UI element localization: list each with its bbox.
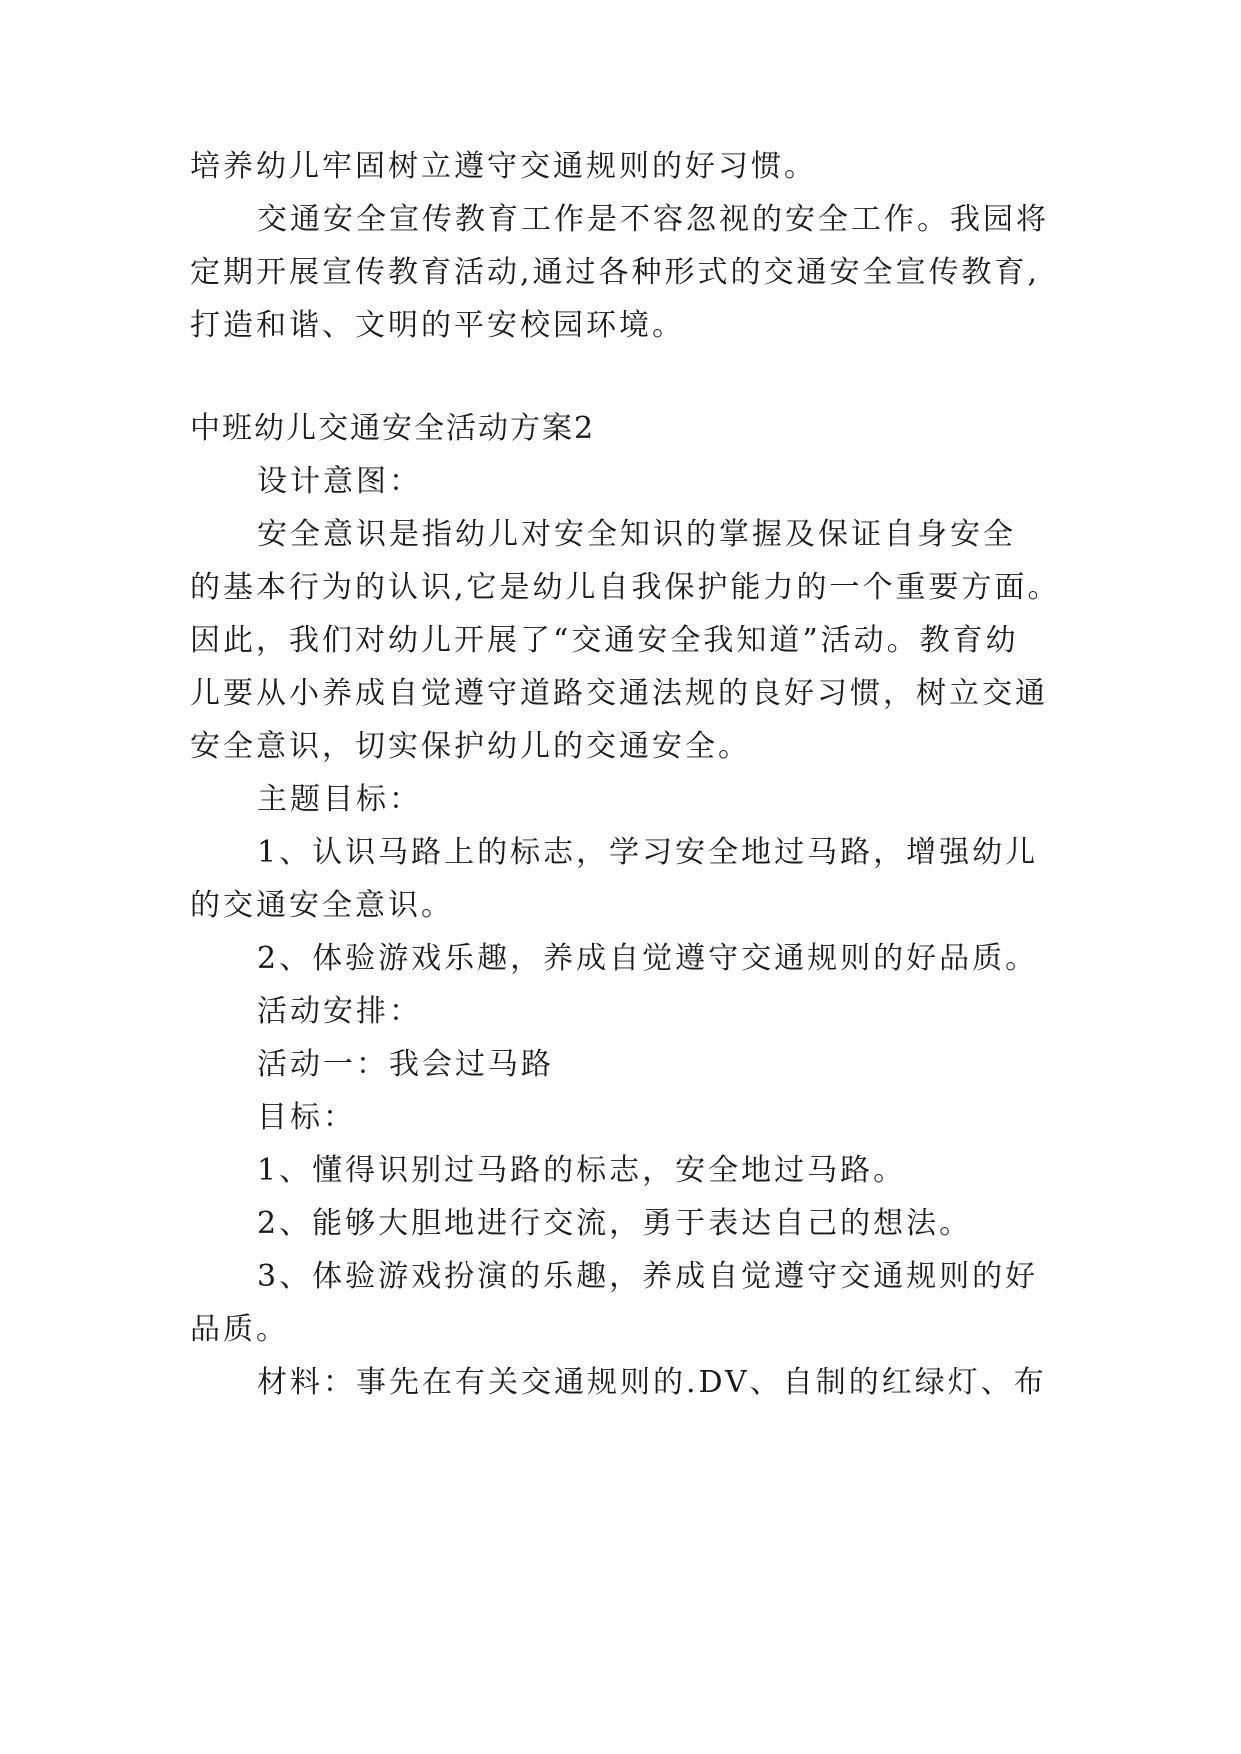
list-item: 1、懂得识别过马路的标志，安全地过马路。 — [257, 1153, 907, 1188]
list-item: 3、体验游戏扮演的乐趣，养成自觉遵守交通规则的好 — [257, 1259, 1039, 1294]
text-line: 的交通安全意识。 — [190, 888, 454, 923]
text-line: 安全意识，切实保护幼儿的交通安全。 — [190, 729, 751, 764]
subheading: 设计意图： — [257, 464, 422, 499]
subheading: 活动一：我会过马路 — [257, 1047, 554, 1082]
text-line: 定期开展宣传教育活动,通过各种形式的交通安全宣传教育, — [190, 255, 1041, 290]
list-item: 2、体验游戏乐趣，养成自觉遵守交通规则的好品质。 — [257, 941, 1039, 976]
section-title: 中班幼儿交通安全活动方案2 — [190, 411, 596, 446]
list-item: 1、认识马路上的标志，学习安全地过马路，增强幼儿 — [257, 835, 1039, 870]
paragraph-start: 交通安全宣传教育工作是不容忽视的安全工作。我园将 — [257, 202, 1049, 237]
subheading: 活动安排： — [257, 994, 422, 1029]
paragraph-start: 材料：事先在有关交通规则的.DV、自制的红绿灯、布 — [257, 1365, 1047, 1400]
paragraph-start: 安全意识是指幼儿对安全知识的掌握及保证自身安全 — [257, 517, 1016, 552]
text-line: 品质。 — [190, 1312, 289, 1347]
subheading: 主题目标： — [257, 782, 422, 817]
text-line: 打造和谐、文明的平安校园环境。 — [190, 308, 685, 343]
subheading: 目标： — [257, 1100, 356, 1135]
text-line: 的基本行为的认识,它是幼儿自我保护能力的一个重要方面。 — [190, 570, 1061, 605]
list-item: 2、能够大胆地进行交流，勇于表达自己的想法。 — [257, 1206, 973, 1241]
text-line: 因此，我们对幼儿开展了“交通安全我知道”活动。教育幼 — [190, 623, 1019, 658]
text-line: 儿要从小养成自觉遵守道路交通法规的良好习惯，树立交通 — [190, 676, 1048, 711]
text-line: 培养幼儿牢固树立遵守交通规则的好习惯。 — [190, 149, 817, 184]
